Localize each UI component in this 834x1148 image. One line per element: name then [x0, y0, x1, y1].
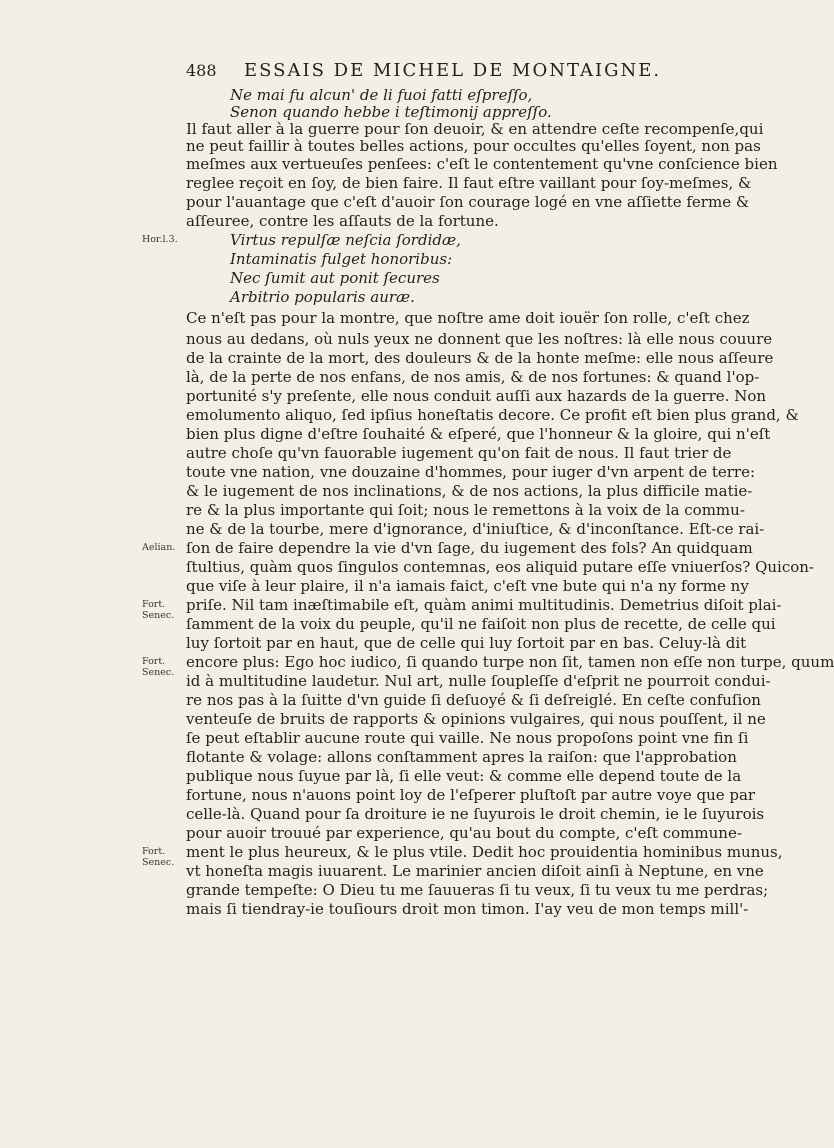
margin-note: Fort. Senec. — [142, 599, 175, 621]
text-line: ne peut faillir à toutes belles actions, pour occultes qu'elles ſoyent, non pas — [186, 137, 761, 155]
text-line: mais ſi tiendray-ie touſiours droit mon timon. I'ay veu de mon temps mill'- — [186, 900, 749, 918]
running-title: ESSAIS DE MICHEL DE MONTAIGNE. — [244, 60, 662, 81]
text-line: re nos pas à la ſuitte d'vn guide ſi deſuoyé & ſi deſreiglé. En ceſte confuſion — [186, 691, 761, 709]
text-line: celle-là. Quand pour ſa droiture ie ne ſuyurois le droit chemin, ie le ſuyurois — [186, 805, 765, 823]
page-number: 488 — [186, 61, 217, 80]
text-line: pour l'auantage que c'eſt d'auoir ſon courage logé en vne aſſiette ferme & — [186, 193, 750, 211]
text-line: id à multitudine laudetur. Nul art, nulle ſoupleſſe d'eſprit ne pourroit condui- — [186, 672, 771, 690]
text-line: pour auoir trouué par experience, qu'au bout du compte, c'eſt commune- — [186, 824, 742, 842]
margin-note: Fort. Senec. — [142, 846, 175, 868]
text-line: re & la plus importante qui ſoit; nous le remettons à la voix de la commu- — [186, 501, 745, 519]
text-line: là, de la perte de nos enfans, de nos amis, & de nos fortunes: & quand l'op- — [186, 368, 760, 386]
text-line: ment le plus heureux, & le plus vtile. Dedit hoc prouidentia hominibus munus, — [186, 843, 783, 861]
text-line: ſamment de la voix du peuple, qu'il ne faiſoit non plus de recette, de celle qui — [186, 615, 776, 633]
margin-note: Aelian. — [142, 542, 176, 553]
text-line: & le iugement de nos inclinations, & de nos actions, la plus difficile matie- — [186, 482, 753, 500]
text-line: encore plus: Ego hoc iudico, ſi quando turpe non ſit, tamen non eſſe non turpe, quum — [186, 653, 834, 671]
margin-note: Fort. Senec. — [142, 656, 175, 678]
text-line: Senon quando hebbe i teſtimonij appreſſo. — [230, 103, 552, 121]
text-line: de la crainte de la mort, des douleurs & de la honte meſme: elle nous aſſeure — [186, 349, 774, 367]
text-line: emolumento aliquo, ſed ipſius honeſtatis decore. Ce profit eſt bien plus grand, & — [186, 406, 799, 424]
text-line: Ce n'eſt pas pour la montre, que noſtre ame doit iouër ſon rolle, c'eſt chez — [186, 309, 750, 327]
text-line: Ne mai fu alcun' de li fuoi fatti eſpreſſo, — [230, 86, 533, 104]
text-line: bien plus digne d'eſtre ſouhaité & eſperé, que l'honneur & la gloire, qui n'eſt — [186, 425, 771, 443]
text-line: que viſe à leur plaire, il n'a iamais faict, c'eſt vne bute qui n'a ny forme ny — [186, 577, 749, 595]
text-line: venteuſe de bruits de rapports & opinions vulgaires, qui nous pouſſent, il ne — [186, 710, 766, 728]
text-line: ſe peut eſtablir aucune route qui vaille. Ne nous propoſons point vne fin ſi — [186, 729, 749, 747]
text-line: Arbitrio popularis auræ. — [230, 288, 415, 306]
text-line: Il faut aller à la guerre pour ſon deuoir, & en attendre ceſte recompenſe,qui — [186, 120, 764, 138]
text-line: ſtultius, quàm quos ſingulos contemnas, eos aliquid putare eſſe vniuerſos? Quicon- — [186, 558, 815, 576]
text-line: aſſeuree, contre les aſſauts de la fortune. — [186, 212, 499, 230]
text-line: portunité s'y preſente, elle nous conduit auſſi aux hazards de la guerre. Non — [186, 387, 767, 405]
text-line: luy ſortoit par en haut, que de celle qui luy ſortoit par en bas. Celuy-là dit — [186, 634, 747, 652]
text-line: flotante & volage: allons conſtamment apres la raiſon: que l'approbation — [186, 748, 737, 766]
text-line: Intaminatis fulget honoribus: — [230, 250, 453, 268]
margin-note: Hor.l.3. — [142, 234, 178, 245]
text-line: ne & de la tourbe, mere d'ignorance, d'iniuſtice, & d'inconſtance. Eſt-ce rai- — [186, 520, 765, 538]
text-line: fortune, nous n'auons point loy de l'eſperer pluſtoſt par autre voye que par — [186, 786, 756, 804]
text-line: publique nous ſuyue par là, ſi elle veut: & comme elle depend toute de la — [186, 767, 742, 785]
text-line: nous au dedans, où nuls yeux ne donnent que les noſtres: là elle nous couure — [186, 330, 773, 348]
text-line: meſmes aux vertueuſes penſees: c'eſt le contentement qu'vne conſcience bien — [186, 155, 778, 173]
text-line: Nec ſumit aut ponit ſecures — [230, 269, 440, 287]
text-line: reglee reçoit en ſoy, de bien faire. Il faut eſtre vaillant pour ſoy-meſmes, & — [186, 174, 752, 192]
text-line: grande tempeſte: O Dieu tu me ſauueras ſi tu veux, ſi tu veux tu me perdras; — [186, 881, 769, 899]
text-line: vt honeſta magis iuuarent. Le marinier ancien diſoit ainſi à Neptune, en vne — [186, 862, 764, 880]
text-line: Virtus repulſæ neſcia ſordidæ, — [230, 231, 461, 249]
text-line: toute vne nation, vne douzaine d'hommes, pour iuger d'vn arpent de terre: — [186, 463, 756, 481]
text-line: ſon de faire dependre la vie d'vn ſage, du iugement des fols? An quidquam — [186, 539, 753, 557]
running-header — [186, 60, 666, 81]
text-line: autre choſe qu'vn fauorable iugement qu'on fait de nous. Il faut trier de — [186, 444, 732, 462]
text-line: priſe. Nil tam inæſtimabile eſt, quàm animi multitudinis. Demetrius diſoit plai- — [186, 596, 782, 614]
